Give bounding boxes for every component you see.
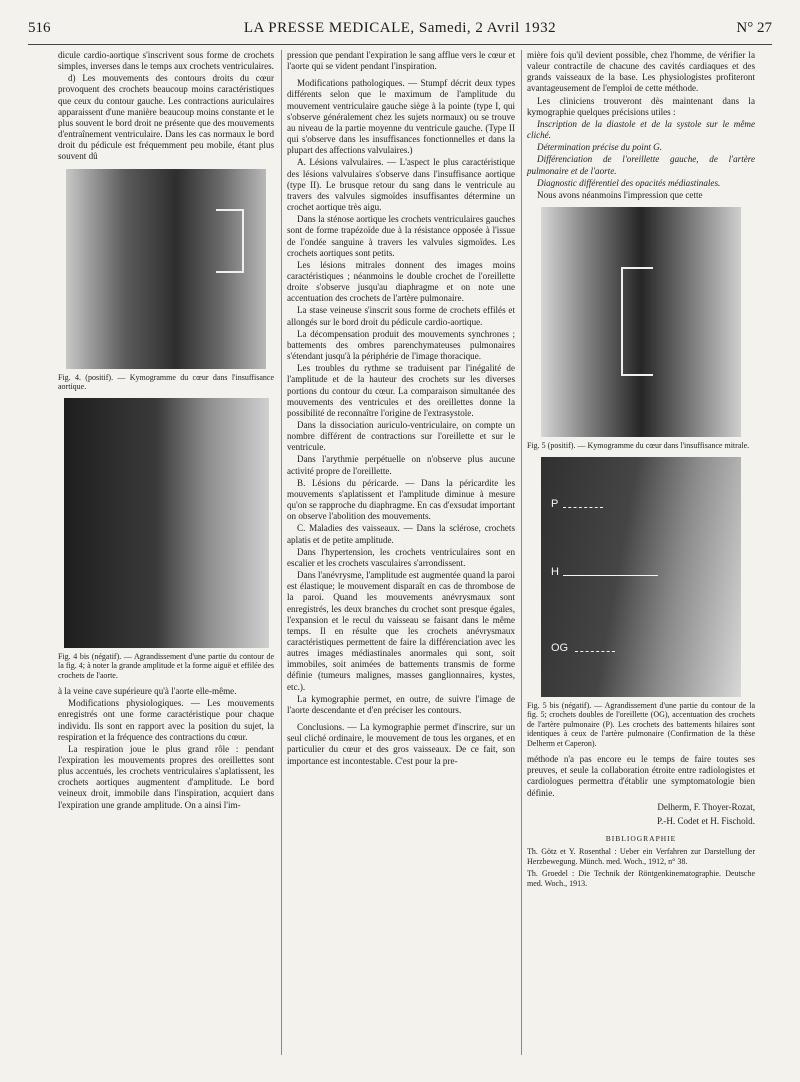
- paragraph: Dans l'arythmie perpétuelle on n'observe plus aucune activité propre de l'oreillette.: [287, 454, 515, 476]
- column-2: [287, 50, 515, 768]
- column-1: [58, 50, 274, 812]
- paragraph: Conclusions. — La kymographie permet d'inscrire, sur un seul cliché ordinaire, le mouvement de tous les organes, et en particulier du cœur et des gros vaisseaux. De ce fait, son importance est incontestable. C'est pour la pre-: [287, 722, 515, 766]
- paragraph: à la veine cave supérieure qu'à l'aorte elle-même.: [58, 686, 237, 697]
- paragraph: Dans la sténose aortique les crochets ventriculaires gauches sont de forme trapézoïde due à la résistance opposée à l'issue de l'ondée sanguine à travers les valvules sigmoïdes. Les crochets aortiques sont petits.: [287, 214, 515, 258]
- column-3: [527, 50, 755, 891]
- label-p-line: [563, 507, 603, 508]
- bibliography-heading: BIBLIOGRAPHIE: [605, 833, 677, 843]
- paragraph: B. Lésions du péricarde. — Dans la péricardite les mouvements s'aplatissent et l'amplitude diminue à mesure qu'on se rapproche du diaphragme. En cas d'exsudat important on observe l'abolition des mouvements.: [287, 477, 515, 522]
- journal-title: LA PRESSE MEDICALE, Samedi, 2 Avril 1932: [243, 20, 557, 36]
- list-item: Diagnostic différentiel des opacités médiastinales.: [537, 177, 721, 188]
- paragraph: La kymographie permet, en outre, de suivre l'image de l'aorte descendante et d'en préciser les contours.: [287, 693, 515, 715]
- column-divider: [281, 50, 282, 1055]
- paragraph: Les cliniciens trouveront dès maintenant dans la kymographie quelques précisions utiles :: [527, 95, 755, 117]
- paragraph: d) Les mouvements des contours droits du cœur provoquent des crochets beaucoup moins caractéristiques que ceux du contour gauche. Les contractions auriculaires apparaissent d'une manière beaucoup moins constante et le plus souvent le bord droit ne présente que des mouvements d'entraînement ventriculaire. Dans les cas normaux le bord droit du pédicule est fréquemment peu mobile, étant plus souvent dû: [58, 73, 274, 162]
- figure-4-bis-kymogram: [64, 398, 269, 648]
- paragraph: Les troubles du rythme se traduisent par l'inégalité de l'amplitude et de la hauteur des crochets sur les diverses portions du contour du cœur. La comparaison simultanée des mouvements des ventricules et des oreillettes donne la possibilité de reconnaître l'origine de l'extrasystole.: [287, 363, 515, 418]
- header-rule: [28, 44, 772, 45]
- list-item: Inscription de la diastole et de la systole sur le même cliché.: [527, 118, 755, 141]
- paragraph: méthode n'a pas encore eu le temps de faire toutes ses preuves, et seule la collaboration étroite entre radiologistes et cardiologues permettra d'établir une symptomatologie bien définie.: [527, 754, 755, 798]
- bibliography-entry: Th. Götz et Y. Rosenthal : Ueber ein Verfahren zur Darstellung der Herzbewegung. Münch. med. Woch., 1912, n° 38.: [527, 847, 755, 866]
- figure-5-bis-kymogram: [541, 457, 741, 697]
- label-og-line: [575, 651, 615, 652]
- paragraph: Les lésions mitrales donnent des images moins caractéristiques ; néanmoins le double crochet de l'oreillette droite s'observe jusqu'au diaphragme et on note une accentuation des crochets de l'artère pulmonaire.: [287, 259, 515, 304]
- page-header: [28, 20, 772, 44]
- column-divider: [521, 50, 522, 1055]
- label-og: OG: [551, 641, 569, 654]
- paragraph: pression que pendant l'expiration le sang afflue vers le cœur et l'aorte qui se vident pendant l'inspiration.: [287, 50, 515, 72]
- figure-5-bis-caption: Fig. 5 bis (négatif). — Agrandissement d'une partie du contour de la fig. 5; crochets doubles de l'oreillette (OG), accentuation des crochets de l'artère pulmonaire (P). Les crochets des battements hilaires sont identiques à ceux de l'artère pulmonaire (Confirmation de la thèse Delherm et Caperon).: [527, 700, 755, 748]
- list-item: Détermination précise du point G.: [537, 142, 663, 153]
- paragraph: Modifications physiologiques. — Les mouvements enregistrés ont une forme caractéristique pour chaque individu. Ils sont en rapport avec la position du sujet, la respiration et la fréquence des contractions du cœur.: [58, 698, 274, 742]
- label-h-arrow: [563, 575, 658, 576]
- paragraph: La respiration joue le plus grand rôle : pendant l'expiration les mouvements propres des oreillettes sont plus accentués, les crochets ventriculaires s'aplatissent, les crochets aortiques augmentent d'amplitude. Le bord veineux droit, immobile dans l'inspiration, acquiert dans l'expiration une grande amplitude. On a ainsi l'im-: [58, 743, 274, 810]
- bibliography-entry: Th. Groedel : Die Technik der Röntgenkinematographie. Deutsche med. Woch., 1913.: [527, 869, 755, 888]
- paragraph: C. Maladies des vaisseaux. — Dans la sclérose, crochets aplatis et de petite amplitude.: [287, 523, 515, 545]
- label-h: H: [551, 565, 559, 578]
- issue-number: N° 27: [736, 20, 772, 36]
- paragraph: Dans l'anévrysme, l'amplitude est augmentée quand la paroi est élastique; le mouvement disparaît en cas de thrombose de la paroi. Quand les mouvements anévrysmaux sont enregistrés, les deux branches du crochet sont presque égales, l'expansion et le recul du vaisseau se faisant dans le même temps. Il en résulte que les crochets anévrysmaux caractéristiques permettent de faire la différenciation avec les autres images médiastinales anormales qui sont, soit immobiles, soit animées de battements transmis de forme définie (tumeurs malignes, masses ganglionnaires, kystes, etc.).: [287, 570, 515, 692]
- paragraph: A. Lésions valvulaires. — L'aspect le plus caractéristique des lésions valvulaires s'observe dans l'insuffisance aortique (type II). Le brusque retour du sang dans le ventricule au travers des valvules sigmoïdes insuffisantes détermine un crochet aortique très aigu.: [287, 157, 515, 213]
- author-signature: Delherm, F. Thoyer-Rozat,: [657, 801, 755, 812]
- paragraph: Dans la dissociation auriculo-ventriculaire, on compte un nombre différent de contractions sur l'oreillette et sur le ventricule.: [287, 420, 515, 453]
- paragraph: La décompensation produit des mouvements synchrones ; battements des ombres parenchymateuses pulmonaires s'étendant jusqu'à la périphérie de l'image thoracique.: [287, 328, 515, 362]
- paragraph: Nous avons néanmoins l'impression que cette: [537, 189, 703, 200]
- page-number: 516: [28, 20, 51, 36]
- paragraph: mière fois qu'il devient possible, chez l'homme, de vérifier la valeur contractile de chacune des cavités cardiaques et des grands vaisseaux de la base. Les physiologistes profiteront avantageusement de l'emploi de cette méthode.: [527, 50, 755, 94]
- figure-4-caption: Fig. 4. (positif). — Kymogramme du cœur dans l'insuffisance aortique.: [58, 372, 274, 392]
- author-signature: P.-H. Codet et H. Fischold.: [656, 815, 755, 826]
- figure-5-kymogram: [541, 207, 741, 437]
- label-p: P: [551, 497, 559, 510]
- paragraph: Modifications pathologiques. — Stumpf décrit deux types différents selon que le maximum de l'amplitude du mouvement ventriculaire gauche siège à la pointe (type I, qui s'observe généralement chez les sujets normaux) ou se trouve au niveau de la partie moyenne du ventricule gauche. (Type II qui s'observe dans les insuffisances fonctionnelles et dans la plupart des affections valvulaires.): [287, 78, 515, 156]
- figure-4-bis-caption: Fig. 4 bis (négatif). — Agrandissement d'une partie du contour de la fig. 4; à noter la grande amplitude et la forme aiguë et effilée des crochets de l'aorte.: [58, 651, 274, 680]
- list-item: Différenciation de l'oreillette gauche, de l'artère pulmonaire et de l'aorte.: [527, 154, 755, 176]
- paragraph: La stase veineuse s'inscrit sous forme de crochets effilés et allongés sur le bord droit du pédicule cardio-aortique.: [287, 305, 515, 327]
- figure-5-caption: Fig. 5 (positif). — Kymogramme du cœur dans l'insuffisance mitrale.: [527, 441, 750, 451]
- paragraph: Dans l'hypertension, les crochets ventriculaires sont en escalier et les crochets vasculaires s'arrondissent.: [287, 546, 515, 568]
- paragraph: dicule cardio-aortique s'inscrivent sous forme de crochets simples, inverses dans le temps aux crochets ventriculaires.: [58, 50, 274, 72]
- figure-4-kymogram: [66, 169, 266, 369]
